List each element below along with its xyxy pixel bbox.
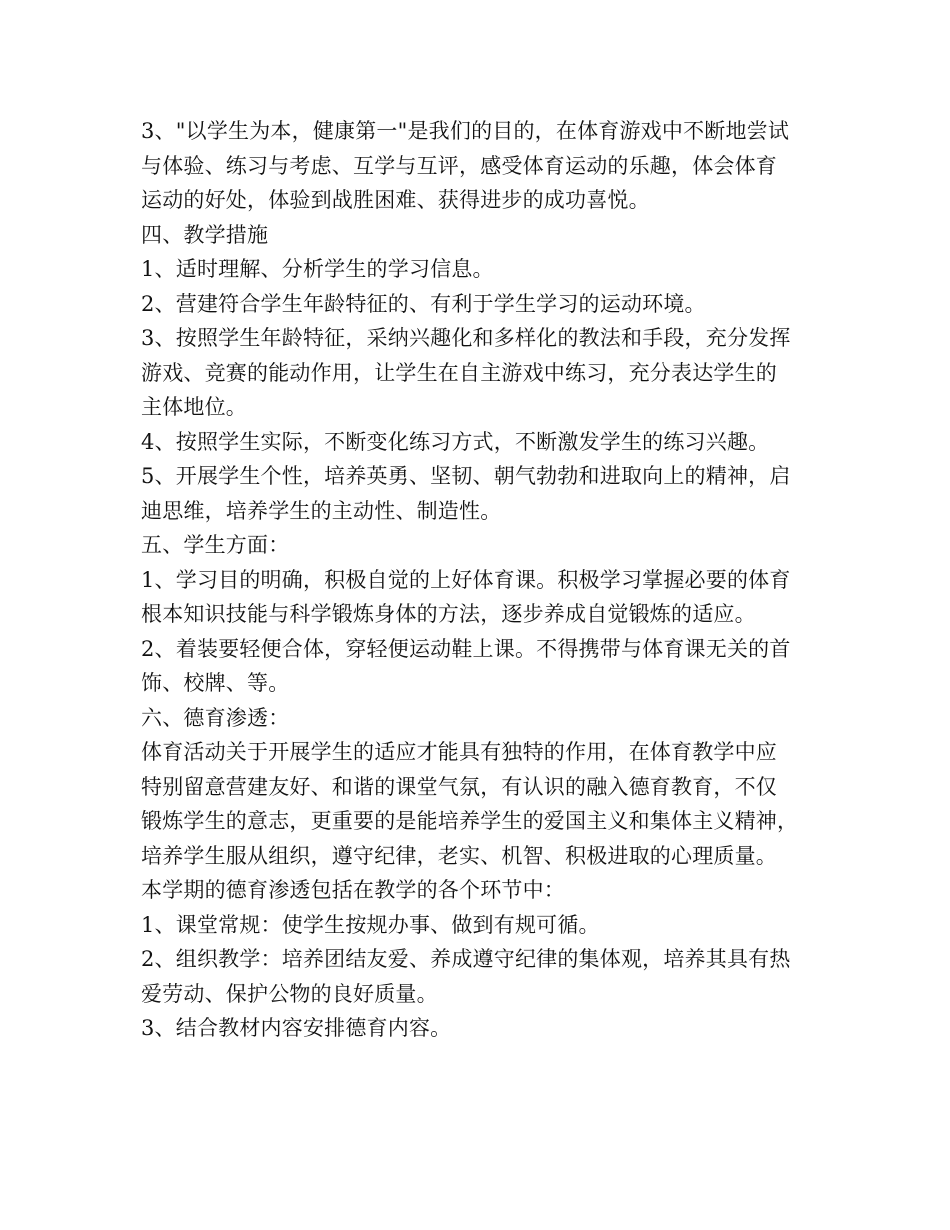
text-line: 1、适时理解、分析学生的学习信息。 [141, 257, 494, 281]
text-line: 培养学生服从组织，遵守纪律，老实、机智、积极进取的心理质量。 [141, 843, 777, 868]
text-line: 特别留意营建友好、和谐的课堂气氛，有认识的融入德育教育，不仅 [141, 774, 777, 799]
text-line: 3、结合教材内容安排德育内容。 [141, 1016, 452, 1040]
text-line: 3、按照学生年龄特征，采纳兴趣化和多样化的教法和手段，充分发挥 [141, 326, 791, 350]
text-line: 3、"以学生为本，健康第一"是我们的目的，在体育游戏中不断地尝试 [141, 119, 790, 143]
text-line: 2、组织教学：培养团结友爱、养成遵守纪律的集体观，培养其具有热 [141, 947, 791, 971]
text-line: 4、按照学生实际，不断变化练习方式，不断激发学生的练习兴趣。 [141, 429, 770, 454]
text-line: 1、学习目的明确，积极自觉的上好体育课。积极学习掌握必要的体育 [141, 567, 791, 592]
text-line: 锻炼学生的意志，更重要的是能培养学生的爱国主义和集体主义精神， [141, 809, 799, 833]
text-line: 2、营建符合学生年龄特征的、有利于学生学习的运动环境。 [141, 291, 706, 316]
text-line: 2、着装要轻便合体，穿轻便运动鞋上课。不得携带与体育课无关的首 [141, 636, 791, 661]
text-line: 游戏、竞赛的能动作用，让学生在自主游戏中练习，充分表达学生的 [141, 360, 777, 385]
text-line: 迪思维，培养学生的主动性、制造性。 [141, 498, 502, 523]
text-line: 爱劳动、保护公物的良好质量。 [141, 981, 438, 1006]
section-heading: 四、教学措施 [141, 222, 269, 247]
text-line: 本学期的德育渗透包括在教学的各个环节中： [141, 878, 565, 902]
text-line: 运动的好处，体验到战胜困难、获得进步的成功喜悦。 [141, 188, 650, 212]
section-heading: 五、学生方面： [141, 533, 290, 557]
text-line: 根本知识技能与科学锻炼身体的方法，逐步养成自觉锻炼的适应。 [141, 602, 756, 626]
document-body [141, 114, 831, 1046]
text-line: 1、课堂常规：使学生按规办事、做到有规可循。 [141, 912, 600, 937]
text-line: 饰、校牌、等。 [141, 671, 290, 695]
text-line: 体育活动关于开展学生的适应才能具有独特的作用，在体育教学中应 [141, 740, 777, 764]
section-heading: 六、德育渗透： [141, 705, 290, 730]
text-line: 与体验、练习与考虑、互学与互评，感受体育运动的乐趣，体会体育 [141, 153, 777, 178]
text-line: 主体地位。 [141, 395, 247, 419]
text-line: 5、开展学生个性，培养英勇、坚韧、朝气勃勃和进取向上的精神，启 [141, 464, 791, 488]
